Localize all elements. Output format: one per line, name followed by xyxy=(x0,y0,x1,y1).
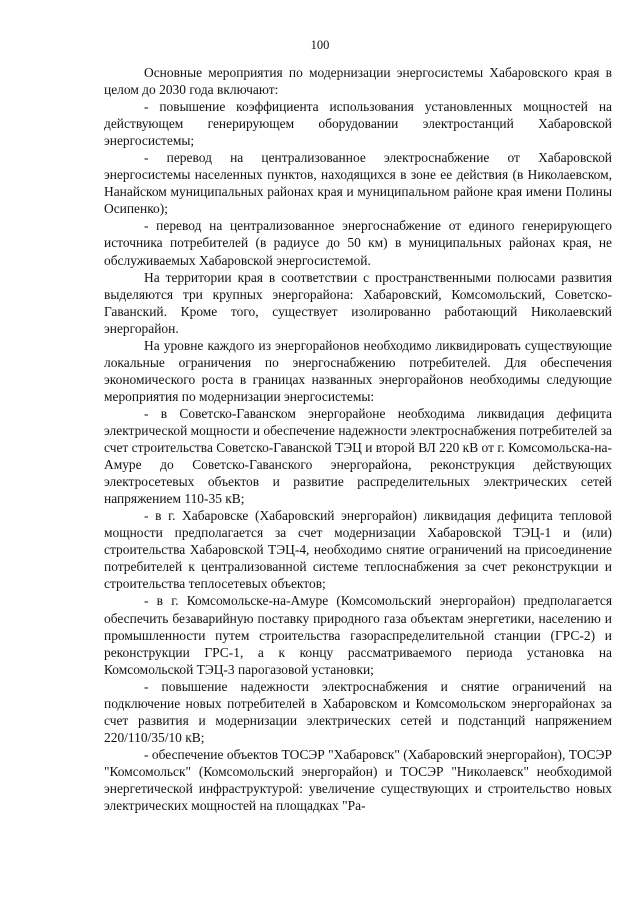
list-item: - в Советско-Гаванском энергорайоне необходима ликвидация дефицита электрической мощности и обеспечение надежности электроснабжения потребителей за счет строительства Советско-Гаванской ТЭЦ и второй ВЛ 220 кВ от г. Комсомольска-на-Амуре до Советско-Гаванского энергорайона, реконструкция действующих электросетевых объектов и развитие распределительных электрических сетей напряжением 110-35 кВ; xyxy=(104,405,612,507)
list-item: - перевод на централизованное электроснабжение от Хабаровской энергосистемы населенных пунктов, находящихся в зоне ее действия (в Николаевском, Нанайском муниципальных районах края и муниципальном районе края имени Полины Осипенко); xyxy=(104,150,612,217)
document-body xyxy=(104,64,612,814)
list-item: - обеспечение объектов ТОСЭР "Хабаровск" (Хабаровский энергорайон), ТОСЭР "Комсомольск" (Комсомольский энергорайон) и ТОСЭР "Николаевск" необходимой энергетической инфраструктурой: увеличение существующих и строительство новых электрических мощностей на площадках "Ра- xyxy=(104,746,612,814)
paragraph: На территории края в соответствии с пространственными полюсами развития выделяются три крупных энергорайона: Хабаровский, Комсомольский, Советско-Гаванский. Кроме того, существует изолированно работающий Николаевский энергорайон. xyxy=(104,269,612,336)
list-item: - перевод на централизованное энергоснабжение от единого генерирующего источника потребителей (в радиусе до 50 км) в муниципальных районах края, не обслуживаемых Хабаровской энергосистемой. xyxy=(104,218,612,268)
paragraph-intro: Основные мероприятия по модернизации энергосистемы Хабаровского края в целом до 2030 года включают: xyxy=(104,65,612,98)
list-item: - повышение коэффициента использования установленных мощностей на действующем генерирующем оборудовании электростанций Хабаровской энергосистемы; xyxy=(104,99,612,149)
list-item: - в г. Хабаровске (Хабаровский энергорайон) ликвидация дефицита тепловой мощности предполагается за счет модернизации Хабаровской ТЭЦ-1 и (или) строительства Хабаровской ТЭЦ-4, необходимо снятие ограничений на присоединение потребителей к централизованной системе теплоснабжения за счет реконструкции и строительства теплосетевых объектов; xyxy=(104,508,612,592)
list-item: - в г. Комсомольске-на-Амуре (Комсомольский энергорайон) предполагается обеспечить безаварийную поставку природного газа объектам энергетики, населению и промышленности путем строительства газораспределительной станции (ГРС-2) и реконструкции ГРС-1, а к концу рассматриваемого периода установка на Комсомольской ТЭЦ-3 парогазовой установки; xyxy=(104,593,612,677)
list-item: - повышение надежности электроснабжения и снятие ограничений на подключение новых потребителей в Хабаровском и Комсомольском энергорайонах за счет развития и модернизации электрических сетей и подстанций напряжением 220/110/35/10 кВ; xyxy=(104,678,612,745)
page-number: 100 xyxy=(310,38,330,52)
paragraph: На уровне каждого из энергорайонов необходимо ликвидировать существующие локальные ограничения по энергоснабжению потребителей. Для обеспечения экономического роста в границах названных энергорайонов необходимы следующие мероприятия по модернизации энергосистемы: xyxy=(104,337,612,404)
